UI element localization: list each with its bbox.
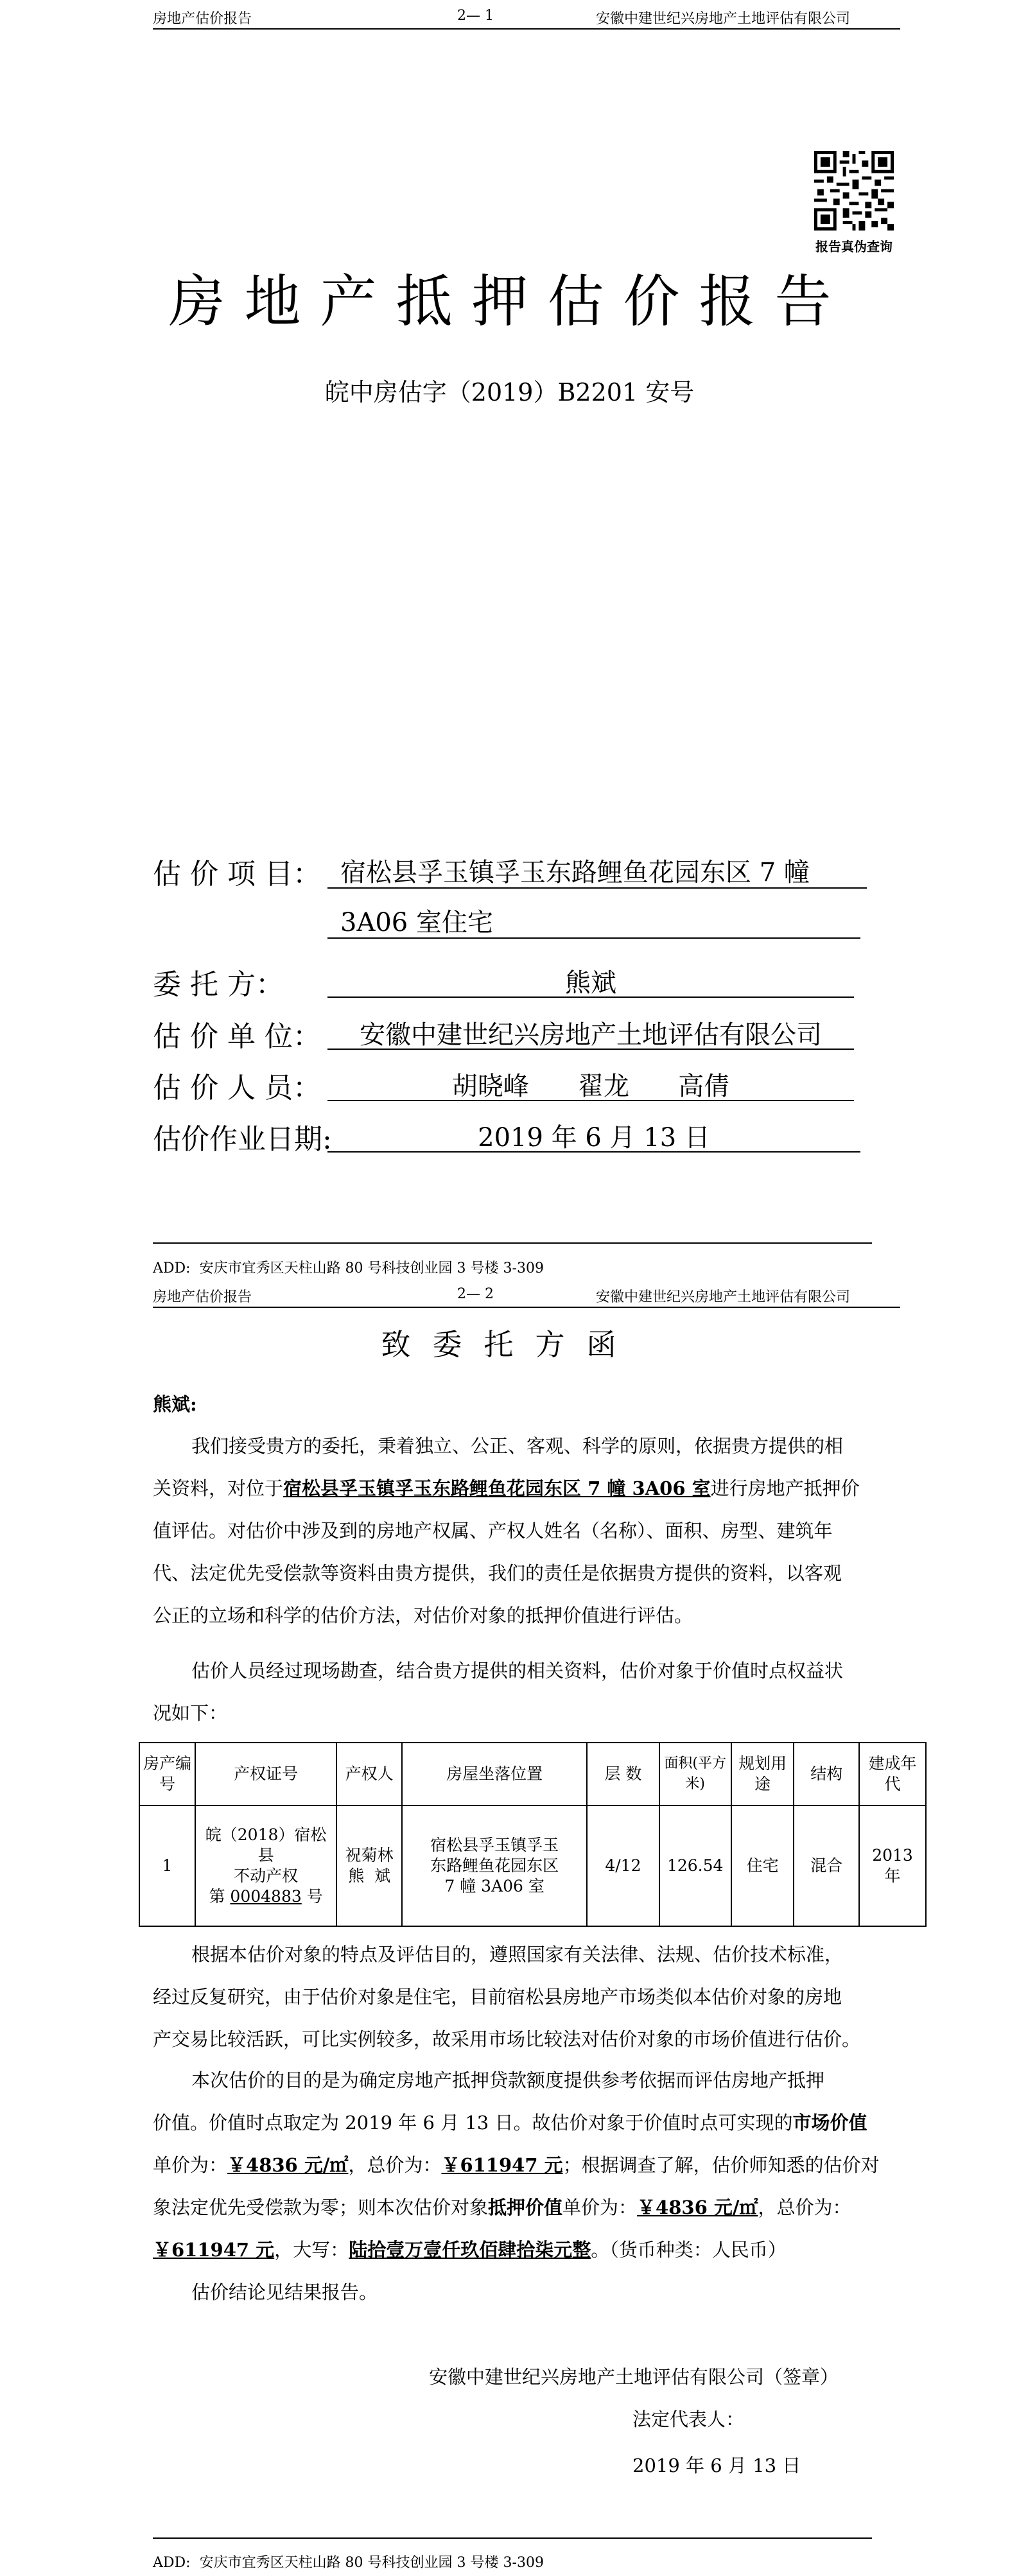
project-label: 估 价 项 目： — [153, 858, 321, 891]
report-title: 房地产抵押估价报告 — [168, 268, 851, 335]
client-value: 熊斌 — [565, 968, 616, 998]
project-underline-2 — [327, 937, 860, 939]
header-right: 安徽中建世纪兴房地产土地评估有限公司 — [596, 1289, 851, 1305]
salutation: 熊斌: — [153, 1393, 197, 1415]
para2-line1: 估价人员经过现场勘查，结合贵方提供的相关资料，估价对象于价值时点权益状 — [191, 1660, 844, 1682]
market-unit-price: ￥4836 元/㎡ — [227, 2154, 349, 2176]
footer-rule — [153, 1242, 872, 1244]
header-page-number: 2— 2 — [457, 1286, 494, 1302]
qr-caption: 报告真伪查询 — [815, 239, 893, 254]
cell-certificate — [195, 1806, 336, 1926]
header-left: 房地产估价报告 — [153, 11, 252, 27]
cell-floors: 4/12 — [587, 1806, 659, 1926]
market-value-label: 市场价值 — [792, 2112, 867, 2134]
para1-line5: 公正的立场和科学的估价方法，对估价对象的抵押价值进行评估。 — [153, 1605, 693, 1626]
unit-underline — [327, 1049, 854, 1050]
para1-text: 关资料，对位于 — [153, 1477, 284, 1499]
cell-year: 2013 年 — [859, 1806, 926, 1926]
cell-owner — [336, 1806, 402, 1926]
market-total-price: ￥611947 元 — [441, 2154, 563, 2176]
para3-line2: 经过反复研究，由于估价对象是住宅，目前宿松县房地产市场类似本估价对象的房地 — [153, 1986, 842, 2008]
header-right: 安徽中建世纪兴房地产土地评估有限公司 — [596, 11, 851, 27]
cell-location — [402, 1806, 587, 1926]
cert-line: 皖（2018）宿松县 — [205, 1825, 327, 1865]
para3-line3: 产交易比较活跃，可比实例较多，故采用市场比较法对估价对象的市场价值进行估价。 — [153, 2028, 861, 2050]
amount-in-words: 陆拾壹万壹仟玖佰肆拾柒元整 — [349, 2239, 591, 2261]
para4-line4 — [153, 2193, 851, 2220]
date-label: 估价作业日期: — [153, 1123, 332, 1156]
cell-structure: 混合 — [794, 1806, 859, 1926]
unit-label: 估 价 单 位： — [153, 1020, 321, 1053]
table-header-cell: 结构 — [794, 1743, 859, 1806]
table-header-cell: 面积(平方米) — [659, 1743, 731, 1806]
para4-text: 象法定优先受偿款为零；则本次估价对象 — [153, 2197, 489, 2218]
mortgage-value-label: 抵押价值 — [488, 2197, 563, 2218]
footer-address: ADD: 安庆市宜秀区天柱山路 80 号科技创业园 3 号楼 3-309 — [153, 2555, 544, 2571]
signature-representative: 法定代表人： — [632, 2408, 745, 2430]
table-header-cell: 建成年代 — [859, 1743, 926, 1806]
qr-code-icon[interactable] — [814, 151, 894, 231]
project-value-line1: 宿松县孚玉镇孚玉东路鲤鱼花园东区 7 幢 — [340, 858, 810, 887]
owner-line: 熊 斌 — [348, 1867, 391, 1885]
para1-line4: 代、法定优先受偿款等资料由贵方提供，我们的责任是依据贵方提供的资料，以客观 — [153, 1562, 842, 1584]
table-header-cell: 产权证号 — [195, 1743, 336, 1806]
signature-date: 2019 年 6 月 13 日 — [632, 2455, 801, 2476]
footer-address: ADD: 安庆市宜秀区天柱山路 80 号科技创业园 3 号楼 3-309 — [153, 1260, 544, 1276]
project-underline-1 — [327, 887, 867, 889]
para4-text: 价值。价值时点取定为 2019 年 6 月 13 日。故估价对象于价值时点可实现的 — [153, 2112, 793, 2134]
mortgage-unit-price: ￥4836 元/㎡ — [637, 2197, 758, 2218]
cert-text: 第 — [209, 1887, 225, 1906]
cert-line — [198, 1886, 333, 1907]
para4-text: 。（货币种类：人民币） — [591, 2239, 787, 2261]
header-page-number: 2— 1 — [457, 8, 494, 24]
para4-text: 单价为： — [562, 2197, 638, 2218]
para4-text: ，总价为： — [758, 2197, 851, 2218]
client-underline — [327, 996, 854, 998]
owner-line: 祝菊林 — [345, 1846, 394, 1865]
report-number: 皖中房估字（2019）B2201 安号 — [324, 378, 695, 406]
para1-line1: 我们接受贵方的委托，秉着独立、公正、客观、科学的原则，依据贵方提供的相 — [191, 1435, 844, 1457]
client-label: 委 托 方： — [153, 968, 284, 1001]
cert-line: 不动产权 — [234, 1867, 299, 1885]
para1-line2 — [153, 1474, 860, 1501]
table-header-cell: 房屋坐落位置 — [402, 1743, 587, 1806]
signature-company: 安徽中建世纪兴房地产土地评估有限公司（签章） — [429, 2366, 839, 2388]
header-rule — [153, 1307, 900, 1308]
para3-line1: 根据本估价对象的特点及评估目的，遵照国家有关法律、法规、估价技术标准， — [191, 1944, 844, 1965]
para4-line1: 本次估价的目的是为确定房地产抵押贷款额度提供参考依据而评估房地产抵押 — [191, 2069, 825, 2091]
date-value: 2019 年 6 月 13 日 — [478, 1123, 710, 1153]
para4-text: ；根据调查了解，估价师知悉的估价对 — [562, 2154, 880, 2176]
para4-line3 — [153, 2151, 880, 2177]
cell-use: 住宅 — [731, 1806, 794, 1926]
cell-area: 126.54 — [659, 1806, 731, 1926]
para1-line3: 值评估。对估价中涉及到的房地产权属、产权人姓名（名称）、面积、房型、建筑年 — [153, 1520, 833, 1542]
table-header-cell: 房产编号 — [139, 1743, 195, 1806]
property-address: 宿松县孚玉镇孚玉东路鲤鱼花园东区 7 幢 3A06 室 — [283, 1477, 711, 1499]
cell-no: 1 — [139, 1806, 195, 1926]
location-line: 7 幢 3A06 室 — [444, 1877, 544, 1895]
staff-value: 胡晓峰 翟龙 高倩 — [451, 1072, 730, 1101]
para4-text: 单价为： — [153, 2154, 228, 2176]
para4-line2 — [153, 2109, 867, 2135]
staff-underline — [327, 1100, 854, 1101]
table-header-cell: 层 数 — [587, 1743, 659, 1806]
location-line: 东路鲤鱼花园东区 — [430, 1856, 559, 1875]
property-table — [139, 1742, 927, 1927]
footer-rule — [153, 2537, 872, 2539]
letter-title: 致委托方函 — [381, 1327, 638, 1362]
para2-line2: 况如下： — [153, 1702, 228, 1724]
para1-text: 进行房地产抵押价 — [710, 1477, 860, 1499]
location-line: 宿松县孚玉镇孚玉 — [430, 1836, 559, 1854]
cert-text: 号 — [306, 1887, 323, 1906]
para4-text: ，大写： — [274, 2239, 349, 2261]
project-value-line2: 3A06 室住宅 — [340, 908, 493, 937]
date-underline — [327, 1151, 860, 1153]
table-header-cell: 规划用途 — [731, 1743, 794, 1806]
table-header-row — [139, 1743, 926, 1806]
unit-value: 安徽中建世纪兴房地产土地评估有限公司 — [360, 1020, 822, 1050]
header-left: 房地产估价报告 — [153, 1289, 252, 1305]
cert-number: 0004883 — [230, 1887, 302, 1906]
header-rule — [153, 28, 900, 30]
table-header-cell: 产权人 — [336, 1743, 402, 1806]
para4-text: ，总价为： — [348, 2154, 442, 2176]
staff-label: 估 价 人 员： — [153, 1072, 321, 1104]
para4-line5 — [153, 2236, 787, 2262]
mortgage-total-price: ￥611947 元 — [153, 2239, 275, 2261]
table-row — [139, 1806, 926, 1926]
para5: 估价结论见结果报告。 — [191, 2281, 378, 2303]
